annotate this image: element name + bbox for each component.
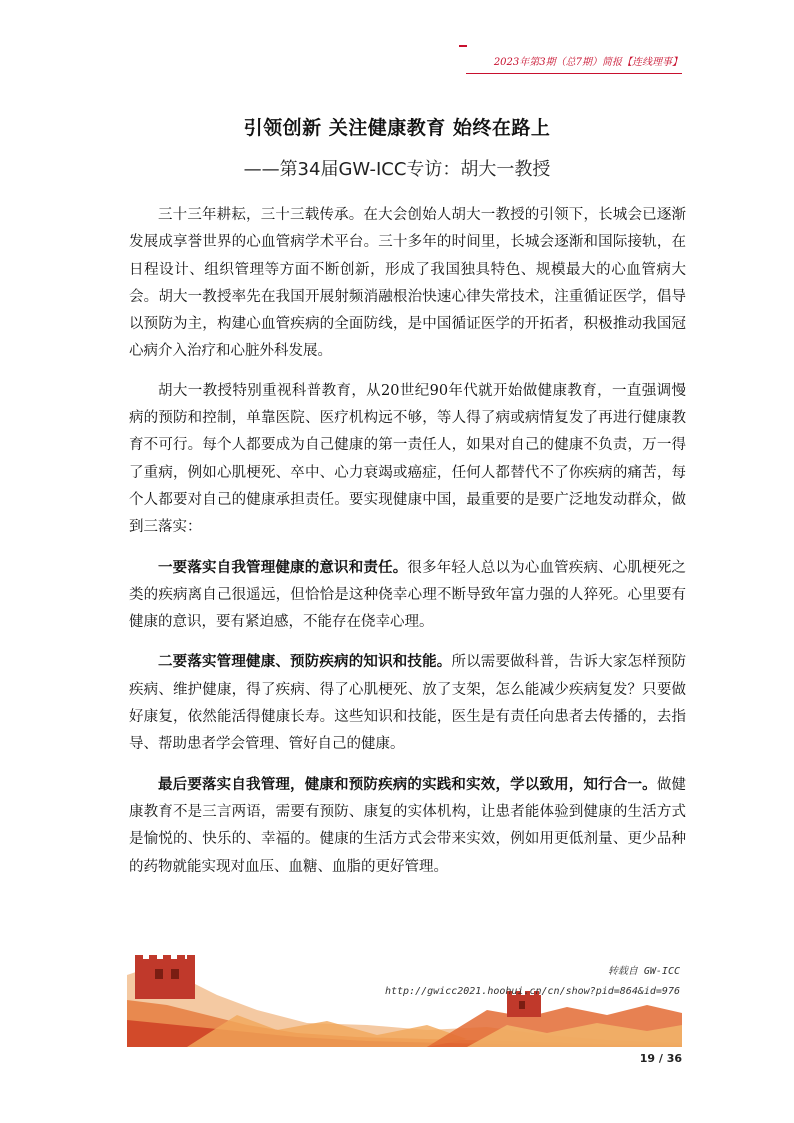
header-accent-mark	[459, 45, 467, 47]
paragraph-intro: 三十三年耕耘，三十三载传承。在大会创始人胡大一教授的引领下，长城会已逐渐发展成享誉世界的心血管病学术平台。三十多年的时间里，长城会逐渐和国际接轨，在日程设计、组织管理等方面不断创新，形成了我国独具特色、规模最大的心血管病大会。胡大一教授率先在我国开展射频消融根治快速心律失常技术，注重循证医学，倡导以预防为主，构建心血管疾病的全面防线，是中国循证医学的开拓者，积极推动我国冠心病介入治疗和心脏外科发展。	[129, 207, 686, 360]
article-title: 引领创新 关注健康教育 始终在路上	[243, 117, 551, 139]
point-2-text: 所以需要做科普，告诉大家怎样预防疾病、维护健康，得了疾病、得了心肌梗死、放了支架，怎么能减少疾病复发？只要做好康复，依然能活得健康长寿。这些知识和技能，医生是有责任向患者去传播的，去指导、帮助患者学会管理、管好自己的健康。	[129, 654, 687, 753]
paragraph-point-1	[129, 554, 686, 637]
paragraph-point-2	[129, 648, 686, 758]
point-3-text: 做健康教育不是三言两语，需要有预防、康复的实体机构，让患者能体验到健康的生活方式是愉悦的、快乐的、幸福的。健康的生活方式会带来实效，例如用更低剂量、更少品种的药物就能实现对血压、血糖、血脂的更好管理。	[129, 776, 686, 875]
source-credit	[385, 962, 680, 1002]
point-1-heading: 一要落实自我管理健康的意识和责任。	[158, 558, 408, 576]
point-1-text: 很多年轻人总以为心血管疾病、心肌梗死之类的疾病离自己很遥远，但恰恰是这种侥幸心理不断导致年富力强的人猝死。心里要有健康的意识，要有紧迫感，不能存在侥幸心理。	[129, 559, 687, 631]
article-subtitle: ——第34届GW-ICC专访：胡大一教授	[243, 159, 551, 180]
credit-source: 转载自 GW-ICC	[607, 966, 680, 977]
header-issue-label: 2023年第3期（总7期）简报【连线理事】	[493, 57, 682, 68]
point-2-heading: 二要落实管理健康、预防疾病的知识和技能。	[158, 653, 452, 671]
header-rule	[466, 73, 682, 74]
paragraph-education: 胡大一教授特别重视科普教育，从20世纪90年代就开始做健康教育，一直强调慢病的预防和控制，单靠医院、医疗机构远不够，等人得了病或病情复发了再进行健康教育不可行。每个人都要成为自己健康的第一责任人，如果对自己的健康不负责，万一得了重病，例如心肌梗死、卒中、心力衰竭或癌症，任何人都替代不了你疾病的痛苦，每个人都要对自己的健康承担责任。要实现健康中国，最重要的是要广泛地发动群众，做到三落实：	[129, 382, 686, 536]
credit-url: http://gwicc2021.hoohui.cn/cn/show?pid=864&id=976	[384, 986, 680, 997]
paragraph-point-3	[129, 771, 686, 881]
point-3-heading: 最后要落实自我管理，健康和预防疾病的实践和实效，学以致用，知行合一。	[158, 775, 657, 793]
article-body	[129, 202, 686, 893]
page-number: 19 / 36	[639, 1052, 682, 1065]
